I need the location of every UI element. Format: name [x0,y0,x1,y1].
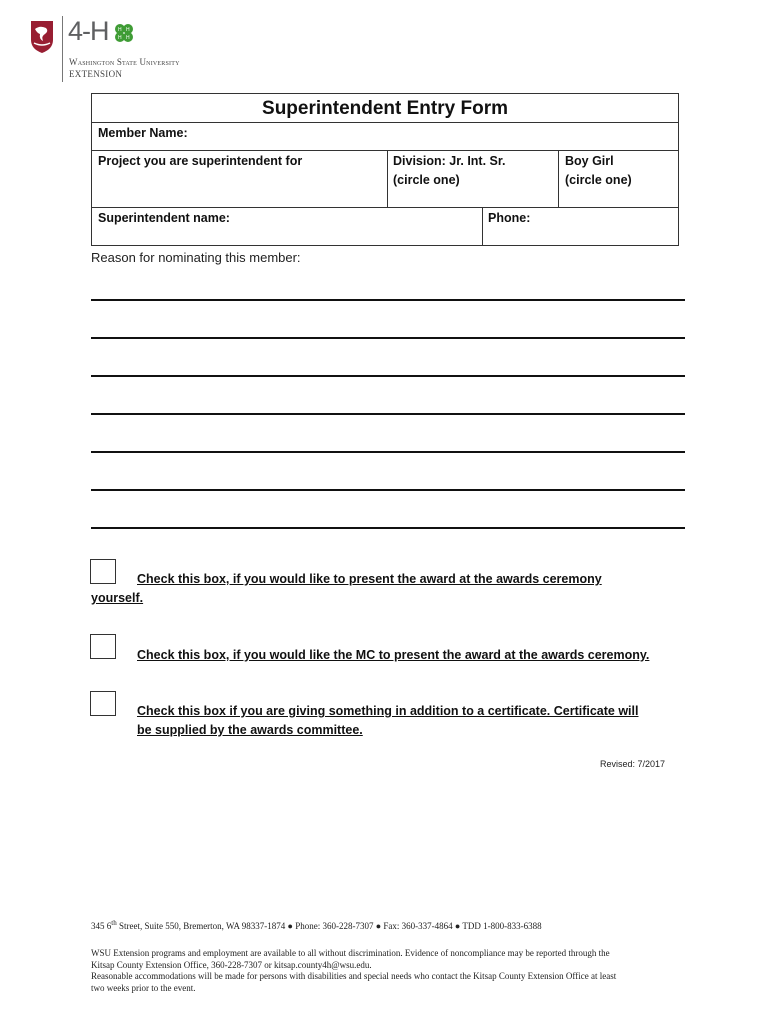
reason-line[interactable] [91,413,685,415]
brand-4h: 4-H [68,16,109,46]
mc-present-checkbox[interactable] [90,634,116,659]
reason-label: Reason for nominating this member: [91,250,301,265]
reason-line[interactable] [91,451,685,453]
additional-gift-label-cont: be supplied by the awards committee. [137,723,363,737]
reason-line[interactable] [91,375,685,377]
additional-gift-label: Check this box if you are giving something in addition to a certificate. Certificate will [137,704,639,718]
svg-text:H: H [126,27,130,33]
col-divider [558,150,559,207]
svg-text:H: H [118,27,122,33]
present-yourself-label-cont: yourself. [91,591,144,605]
gender-field[interactable]: Boy Girl [565,154,614,168]
footer-address: 345 6th Street, Suite 550, Bremerton, WA 98337-1874 ● Phone: 360-228-7307 ● Fax: 360-337-4864 ● TDD 1-800-833-6388 [91,919,542,931]
present-yourself-label: Check this box, if you would like to present the award at the awards ceremony [137,572,602,586]
present-yourself-checkbox[interactable] [90,559,116,584]
row-divider [92,207,678,208]
revised-date: Revised: 7/2017 [600,759,666,769]
superintendent-name-field[interactable]: Superintendent name: [98,211,230,225]
col-divider [482,207,483,246]
project-field[interactable]: Project you are superintendent for [98,154,303,168]
additional-gift-checkbox[interactable] [90,691,116,716]
phone-field[interactable]: Phone: [488,211,531,225]
reason-line[interactable] [91,337,685,339]
col-divider [387,150,388,207]
reason-line[interactable] [91,527,685,529]
wsu-cougar-shield-icon [30,20,54,54]
reason-line[interactable] [91,489,685,491]
4h-clover-icon [113,22,135,44]
reason-line[interactable] [91,299,685,301]
form-title: Superintendent Entry Form [262,98,508,119]
university-name: Washington State University [69,57,180,67]
svg-text:H: H [126,35,130,41]
member-name-field[interactable]: Member Name: [98,126,188,140]
division-field[interactable]: Division: Jr. Int. Sr. [393,154,506,168]
entry-form-table [91,93,679,246]
division-note: (circle one) [393,173,460,187]
wsu-4h-logo [30,14,200,84]
gender-note: (circle one) [565,173,632,187]
row-divider [92,122,678,123]
footer-nondiscrimination-note: WSU Extension programs and employment are available to all without discrimination. Evidence of noncompliance may be reported through the Kitsap County Extension Office, 360-228-7307 or kitsap.county4h@wsu.edu. Reasonable accommodations will be made for persons with disabilities and special needs who contact the Kitsap County Extension Office at least two weeks prior to the event. [91,948,617,993]
row-divider [92,150,678,151]
mc-present-label: Check this box, if you would like the MC to present the award at the awards ceremony. [137,648,650,662]
extension-label: EXTENSION [69,69,123,79]
logo-divider [62,16,63,82]
svg-text:H: H [118,35,122,41]
